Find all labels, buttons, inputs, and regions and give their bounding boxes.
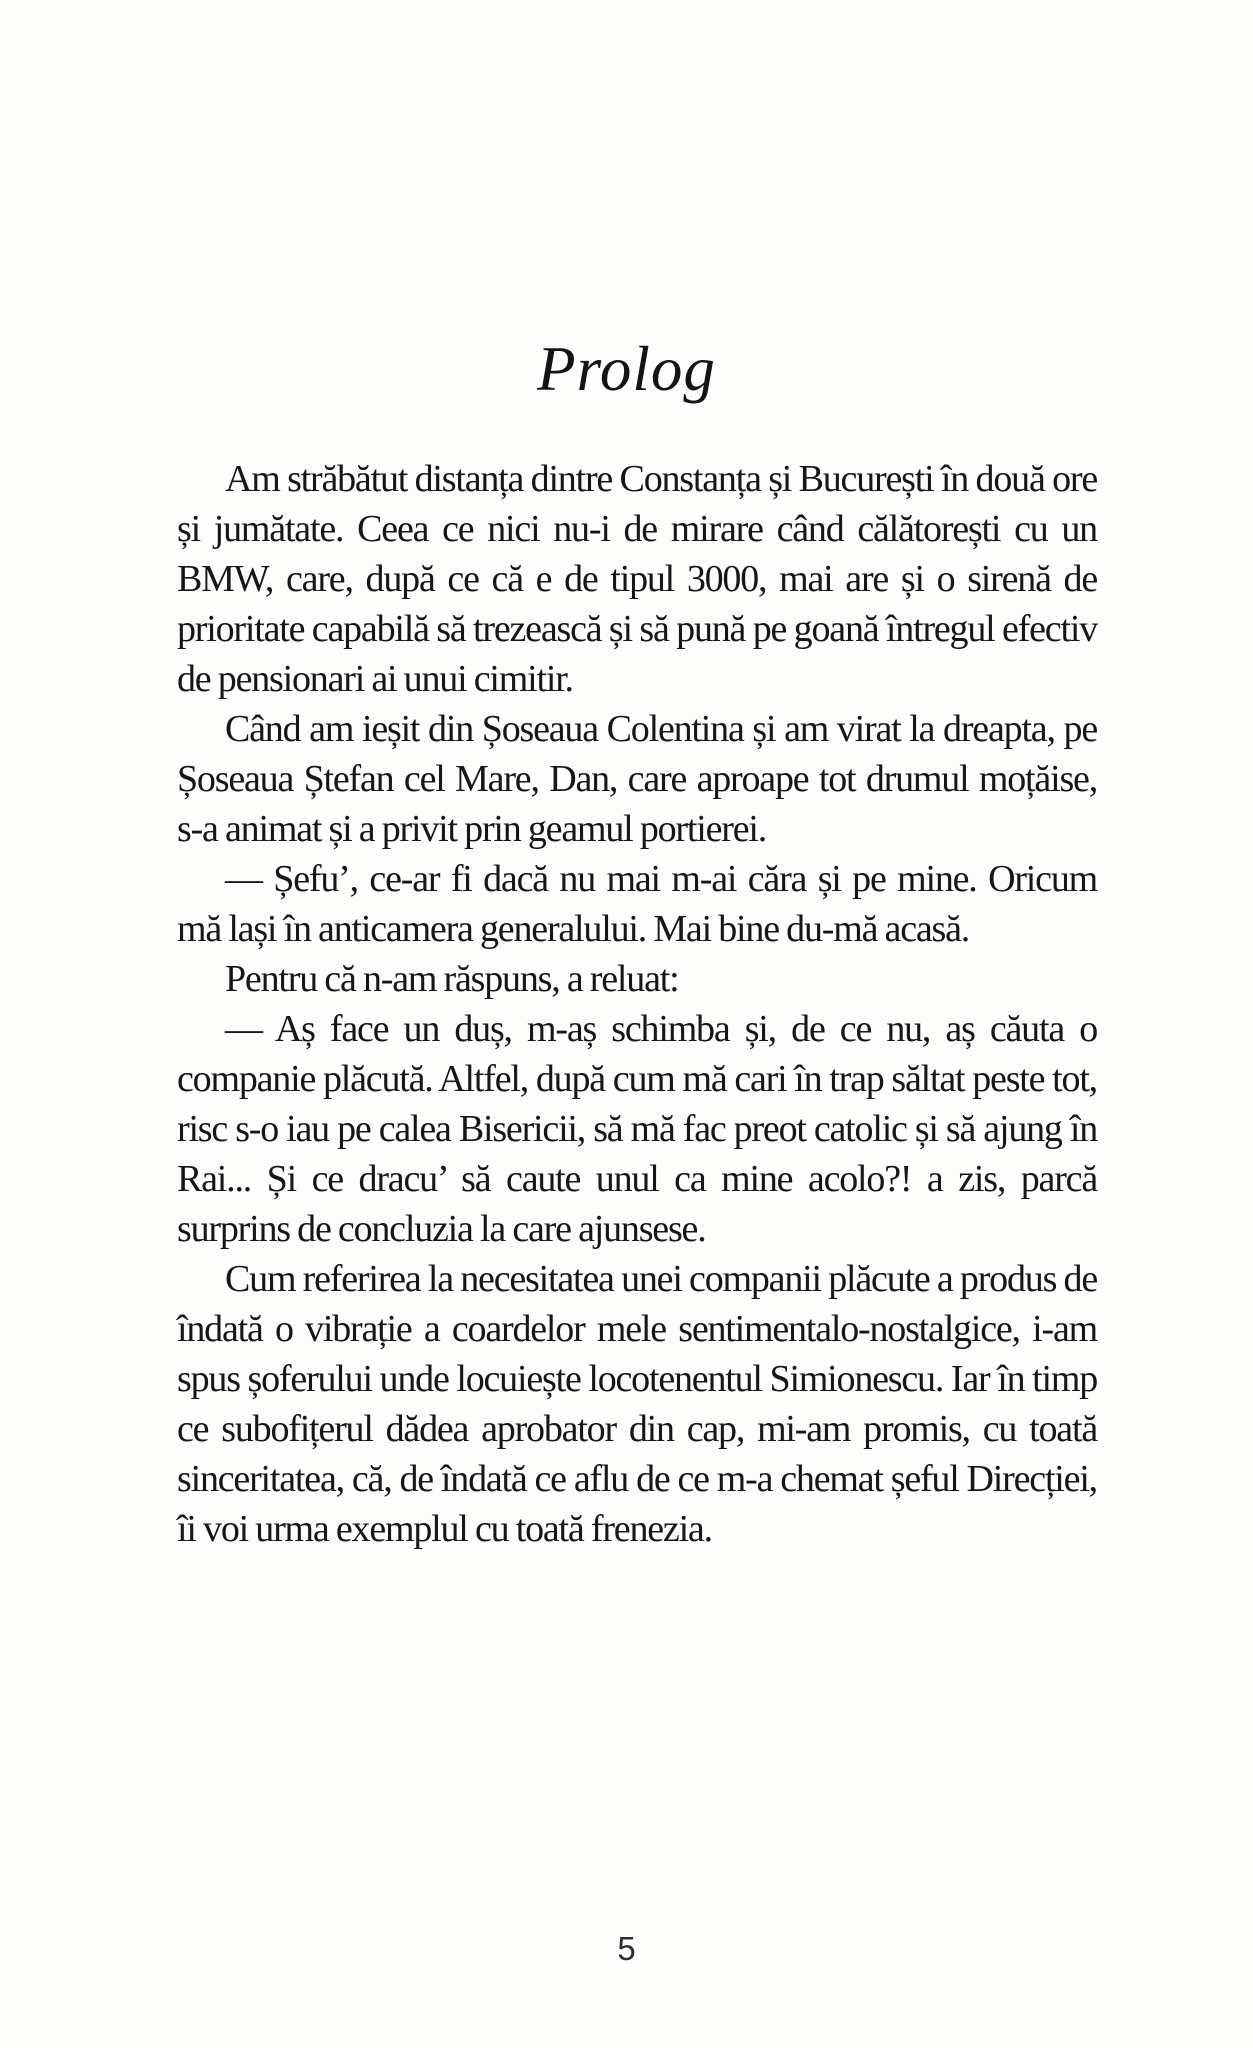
body-text <box>177 454 1097 1554</box>
body-paragraph: — Aș face un duș, m-aș schimba și, de ce nu, aș căuta o companie plăcută. Altfel, după cum mă cari în trap săltat peste tot, risc s-o iau pe calea Bisericii, să mă fac preot catolic și să ajung în Rai... Și ce dracu’ să caute unul ca mine acolo?! a zis, parcă surprins de concluzia la care ajunsese. <box>177 1008 1097 1251</box>
body-paragraph: — Șefu’, ce-ar fi dacă nu mai m-ai căra și pe mine. Oricum mă lași în anticamera generalului. Mai bine du-mă acasă. <box>177 858 1097 951</box>
body-paragraph: Pentru că n-am răspuns, a reluat: <box>225 958 679 1001</box>
chapter-title: Prolog <box>537 334 716 404</box>
page-number: 5 <box>617 1930 636 1967</box>
body-paragraph: Când am ieșit din Șoseaua Colentina și am virat la dreapta, pe Șoseaua Ștefan cel Mare, Dan, care aproape tot drumul moțăise, s-a animat și a privit prin geamul portierei. <box>177 708 1097 851</box>
body-paragraph: Am străbătut distanța dintre Constanța și București în două ore și jumătate. Ceea ce nici nu-i de mirare când călătorești cu un BMW, care, după ce că e de tipul 3000, mai are și o sirenă de prioritate capabilă să trezească și să pună pe goană întregul efectiv de pensionari ai unui cimitir. <box>177 458 1097 701</box>
body-paragraph: Cum referirea la necesitatea unei companii plăcute a produs de îndată o vibrație a coardelor mele sentimentalo-nostalgice, i-am spus șoferului unde locuiește locotenentul Simionescu. Iar în timp ce subofițerul dădea aprobator din cap, mi-am promis, cu toată sinceritatea, că, de îndată ce aflu de ce m-a chemat șeful Direcției, îi voi urma exemplul cu toată frenezia. <box>177 1258 1097 1551</box>
